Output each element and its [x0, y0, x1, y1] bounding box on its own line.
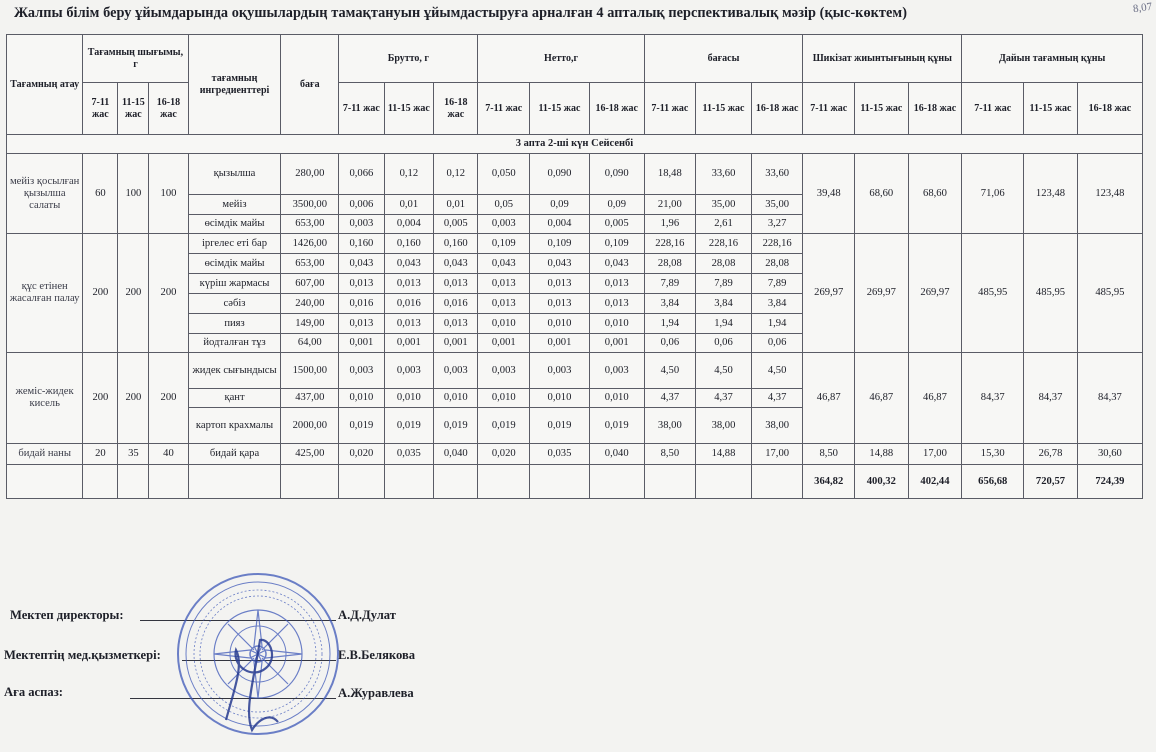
cost-cell: 228,16: [751, 234, 803, 254]
header-ready-price: Дайын тағамның құны: [962, 35, 1143, 83]
netto-cell: 0,019: [478, 408, 530, 444]
cost-cell: 33,60: [751, 154, 803, 195]
empty-cell: [434, 465, 478, 499]
header-ingredients: тағамның ингредиенттері: [188, 35, 281, 135]
ingredient-name: йодталған тұз: [188, 334, 281, 353]
brutto-cell: 0,066: [339, 154, 384, 195]
netto-cell: 0,109: [530, 234, 590, 254]
age-header: 16-18 жас: [434, 83, 478, 135]
brutto-cell: 0,160: [434, 234, 478, 254]
brutto-cell: 0,040: [434, 444, 478, 465]
price-cell: 653,00: [281, 215, 339, 234]
ready-price-cell: 84,37: [1077, 353, 1142, 444]
cost-cell: 1,96: [644, 215, 696, 234]
age-header: 16-18 жас: [751, 83, 803, 135]
ingredient-name: өсімдік майы: [188, 254, 281, 274]
ready-price-cell: 485,95: [1077, 234, 1142, 353]
cost-cell: 3,84: [751, 294, 803, 314]
raw-total-cell: 8,50: [803, 444, 855, 465]
netto-cell: 0,001: [478, 334, 530, 353]
ready-price-cell: 84,37: [1024, 353, 1078, 444]
portion-cell: 200: [83, 234, 118, 353]
header-cost: бағасы: [644, 35, 803, 83]
brutto-cell: 0,013: [384, 274, 434, 294]
official-stamp: [174, 570, 342, 738]
empty-cell: [339, 465, 384, 499]
netto-cell: 0,05: [478, 195, 530, 215]
cost-cell: 33,60: [696, 154, 752, 195]
table-row: [7, 234, 1143, 254]
ingredient-name: жидек сығындысы: [188, 353, 281, 389]
ingredient-name: күріш жармасы: [188, 274, 281, 294]
age-header: 16-18 жас: [149, 83, 188, 135]
netto-cell: 0,010: [530, 389, 590, 408]
cost-cell: 228,16: [696, 234, 752, 254]
age-header: 16-18 жас: [1077, 83, 1142, 135]
cost-cell: 3,84: [696, 294, 752, 314]
empty-cell: [118, 465, 149, 499]
page-title: Жалпы білім беру ұйымдарында оқушылардың тамақтануын ұйымдастыруға арналған 4 апталық перспективалық мәзір (қыс-көктем): [14, 5, 908, 21]
netto-cell: 0,090: [530, 154, 590, 195]
netto-cell: 0,043: [589, 254, 644, 274]
netto-cell: 0,020: [478, 444, 530, 465]
cost-cell: 35,00: [696, 195, 752, 215]
ready-price-sum: 720,57: [1024, 465, 1078, 499]
brutto-cell: 0,016: [384, 294, 434, 314]
age-header: 11-15 жас: [855, 83, 909, 135]
netto-cell: 0,043: [530, 254, 590, 274]
portion-cell: 100: [118, 154, 149, 234]
age-header: 11-15 жас: [696, 83, 752, 135]
empty-cell: [589, 465, 644, 499]
netto-cell: 0,013: [530, 274, 590, 294]
totals-row: [7, 465, 1143, 499]
portion-cell: 200: [118, 353, 149, 444]
ready-price-cell: 30,60: [1077, 444, 1142, 465]
brutto-cell: 0,160: [384, 234, 434, 254]
netto-cell: 0,013: [478, 294, 530, 314]
ingredient-name: картоп крахмалы: [188, 408, 281, 444]
brutto-cell: 0,004: [384, 215, 434, 234]
header-raw-total: Шикізат жиынтығының құны: [803, 35, 962, 83]
price-cell: 437,00: [281, 389, 339, 408]
brutto-cell: 0,016: [434, 294, 478, 314]
cost-cell: 28,08: [696, 254, 752, 274]
portion-cell: 200: [118, 234, 149, 353]
portion-cell: 100: [149, 154, 188, 234]
brutto-cell: 0,12: [434, 154, 478, 195]
raw-total-cell: 269,97: [855, 234, 909, 353]
header-brutto: Брутто, г: [339, 35, 478, 83]
corner-mark: 8,07: [1132, 0, 1153, 16]
signature-name: Е.В.Белякова: [338, 648, 416, 662]
portion-cell: 20: [83, 444, 118, 465]
netto-cell: 0,001: [589, 334, 644, 353]
price-cell: 425,00: [281, 444, 339, 465]
day-label: 3 апта 2-ші күн Сейсенбі: [7, 135, 1143, 154]
raw-total-cell: 14,88: [855, 444, 909, 465]
cost-cell: 4,50: [696, 353, 752, 389]
netto-cell: 0,013: [530, 294, 590, 314]
age-header: 7-11 жас: [962, 83, 1024, 135]
dish-name: бидай наны: [7, 444, 83, 465]
raw-total-cell: 46,87: [803, 353, 855, 444]
portion-cell: 200: [149, 353, 188, 444]
cost-cell: 7,89: [696, 274, 752, 294]
portion-cell: 200: [149, 234, 188, 353]
brutto-cell: 0,003: [339, 215, 384, 234]
ingredient-name: мейіз: [188, 195, 281, 215]
brutto-cell: 0,020: [339, 444, 384, 465]
brutto-cell: 0,12: [384, 154, 434, 195]
age-header: 16-18 жас: [908, 83, 962, 135]
brutto-cell: 0,006: [339, 195, 384, 215]
brutto-cell: 0,003: [339, 353, 384, 389]
ready-price-sum: 656,68: [962, 465, 1024, 499]
raw-total-sum: 400,32: [855, 465, 909, 499]
brutto-cell: 0,043: [434, 254, 478, 274]
price-cell: 1426,00: [281, 234, 339, 254]
raw-total-cell: 269,97: [908, 234, 962, 353]
age-header: 7-11 жас: [478, 83, 530, 135]
brutto-cell: 0,019: [384, 408, 434, 444]
netto-cell: 0,043: [478, 254, 530, 274]
raw-total-cell: 46,87: [908, 353, 962, 444]
price-cell: 2000,00: [281, 408, 339, 444]
netto-cell: 0,09: [589, 195, 644, 215]
header-netto: Нетто,г: [478, 35, 644, 83]
dish-name: жеміс-жидек кисель: [7, 353, 83, 444]
header-portion: Тағамның шығымы, г: [83, 35, 188, 83]
cost-cell: 1,94: [751, 314, 803, 334]
table-row: [7, 154, 1143, 195]
ingredient-name: іргелес еті бар: [188, 234, 281, 254]
age-header: 7-11 жас: [803, 83, 855, 135]
brutto-cell: 0,035: [384, 444, 434, 465]
netto-cell: 0,040: [589, 444, 644, 465]
cost-cell: 38,00: [696, 408, 752, 444]
price-cell: 607,00: [281, 274, 339, 294]
cost-cell: 38,00: [644, 408, 696, 444]
age-header: 7-11 жас: [339, 83, 384, 135]
netto-cell: 0,003: [478, 353, 530, 389]
netto-cell: 0,003: [478, 215, 530, 234]
signature-role: Аға аспаз:: [4, 685, 63, 699]
age-header: 7-11 жас: [83, 83, 118, 135]
portion-cell: 40: [149, 444, 188, 465]
empty-cell: [751, 465, 803, 499]
cost-cell: 14,88: [696, 444, 752, 465]
portion-cell: 35: [118, 444, 149, 465]
age-header: 11-15 жас: [530, 83, 590, 135]
cost-cell: 228,16: [644, 234, 696, 254]
portion-cell: 200: [83, 353, 118, 444]
empty-cell: [83, 465, 118, 499]
cost-cell: 28,08: [751, 254, 803, 274]
ready-price-cell: 123,48: [1024, 154, 1078, 234]
raw-total-sum: 402,44: [908, 465, 962, 499]
table-row: [7, 353, 1143, 389]
empty-cell: [384, 465, 434, 499]
age-header: 11-15 жас: [384, 83, 434, 135]
ingredient-name: сәбіз: [188, 294, 281, 314]
netto-cell: 0,003: [589, 353, 644, 389]
cost-cell: 4,50: [751, 353, 803, 389]
price-cell: 240,00: [281, 294, 339, 314]
signature-name: А.Журавлева: [338, 686, 414, 700]
netto-cell: 0,004: [530, 215, 590, 234]
netto-cell: 0,010: [589, 314, 644, 334]
cost-cell: 35,00: [751, 195, 803, 215]
brutto-cell: 0,043: [339, 254, 384, 274]
raw-total-cell: 17,00: [908, 444, 962, 465]
raw-total-cell: 39,48: [803, 154, 855, 234]
age-header: 7-11 жас: [644, 83, 696, 135]
cost-cell: 1,94: [696, 314, 752, 334]
table-row: [7, 444, 1143, 465]
netto-cell: 0,019: [589, 408, 644, 444]
cost-cell: 21,00: [644, 195, 696, 215]
empty-cell: [696, 465, 752, 499]
cost-cell: 4,37: [696, 389, 752, 408]
netto-cell: 0,010: [478, 314, 530, 334]
ingredient-name: қант: [188, 389, 281, 408]
age-header: 16-18 жас: [589, 83, 644, 135]
brutto-cell: 0,001: [384, 334, 434, 353]
raw-total-cell: 46,87: [855, 353, 909, 444]
brutto-cell: 0,003: [384, 353, 434, 389]
ingredient-name: қызылша: [188, 154, 281, 195]
cost-cell: 18,48: [644, 154, 696, 195]
cost-cell: 4,37: [644, 389, 696, 408]
netto-cell: 0,003: [530, 353, 590, 389]
price-cell: 64,00: [281, 334, 339, 353]
ready-price-cell: 71,06: [962, 154, 1024, 234]
empty-cell: [188, 465, 281, 499]
signature-role: Мектеп директоры:: [10, 608, 124, 622]
dish-name: құс етінен жасалған палау: [7, 234, 83, 353]
netto-cell: 0,109: [478, 234, 530, 254]
brutto-cell: 0,01: [434, 195, 478, 215]
netto-cell: 0,090: [589, 154, 644, 195]
raw-total-cell: 68,60: [908, 154, 962, 234]
age-header: 11-15 жас: [1024, 83, 1078, 135]
age-header: 11-15 жас: [118, 83, 149, 135]
brutto-cell: 0,013: [339, 274, 384, 294]
signature-name: А.Д.Дулат: [338, 608, 396, 622]
ingredient-name: пияз: [188, 314, 281, 334]
cost-cell: 28,08: [644, 254, 696, 274]
brutto-cell: 0,010: [434, 389, 478, 408]
cost-cell: 0,06: [751, 334, 803, 353]
brutto-cell: 0,013: [434, 314, 478, 334]
ready-price-cell: 485,95: [962, 234, 1024, 353]
brutto-cell: 0,001: [434, 334, 478, 353]
cost-cell: 7,89: [751, 274, 803, 294]
raw-total-sum: 364,82: [803, 465, 855, 499]
brutto-cell: 0,01: [384, 195, 434, 215]
brutto-cell: 0,010: [384, 389, 434, 408]
ready-price-cell: 84,37: [962, 353, 1024, 444]
ready-price-cell: 485,95: [1024, 234, 1078, 353]
netto-cell: 0,013: [478, 274, 530, 294]
empty-cell: [281, 465, 339, 499]
portion-cell: 60: [83, 154, 118, 234]
empty-cell: [530, 465, 590, 499]
ready-price-cell: 15,30: [962, 444, 1024, 465]
brutto-cell: 0,160: [339, 234, 384, 254]
cost-cell: 3,27: [751, 215, 803, 234]
cost-cell: 0,06: [644, 334, 696, 353]
brutto-cell: 0,001: [339, 334, 384, 353]
netto-cell: 0,010: [478, 389, 530, 408]
price-cell: 3500,00: [281, 195, 339, 215]
raw-total-cell: 68,60: [855, 154, 909, 234]
netto-cell: 0,019: [530, 408, 590, 444]
netto-cell: 0,010: [530, 314, 590, 334]
price-cell: 1500,00: [281, 353, 339, 389]
ingredient-name: өсімдік майы: [188, 215, 281, 234]
cost-cell: 3,84: [644, 294, 696, 314]
netto-cell: 0,109: [589, 234, 644, 254]
netto-cell: 0,050: [478, 154, 530, 195]
brutto-cell: 0,013: [434, 274, 478, 294]
raw-total-cell: 269,97: [803, 234, 855, 353]
netto-cell: 0,001: [530, 334, 590, 353]
cost-cell: 4,50: [644, 353, 696, 389]
empty-cell: [7, 465, 83, 499]
brutto-cell: 0,016: [339, 294, 384, 314]
signature-role: Мектептің мед.қызметкері:: [4, 648, 161, 662]
menu-table: [6, 34, 1143, 499]
brutto-cell: 0,010: [339, 389, 384, 408]
ready-price-cell: 123,48: [1077, 154, 1142, 234]
brutto-cell: 0,013: [339, 314, 384, 334]
cost-cell: 2,61: [696, 215, 752, 234]
brutto-cell: 0,019: [434, 408, 478, 444]
ready-price-sum: 724,39: [1077, 465, 1142, 499]
brutto-cell: 0,013: [384, 314, 434, 334]
netto-cell: 0,013: [589, 274, 644, 294]
cost-cell: 17,00: [751, 444, 803, 465]
brutto-cell: 0,003: [434, 353, 478, 389]
empty-cell: [478, 465, 530, 499]
netto-cell: 0,010: [589, 389, 644, 408]
cost-cell: 8,50: [644, 444, 696, 465]
header-price: баға: [281, 35, 339, 135]
header-dish-name: Тағамның атау: [7, 35, 83, 135]
empty-cell: [644, 465, 696, 499]
brutto-cell: 0,005: [434, 215, 478, 234]
netto-cell: 0,013: [589, 294, 644, 314]
cost-cell: 0,06: [696, 334, 752, 353]
cost-cell: 38,00: [751, 408, 803, 444]
price-cell: 653,00: [281, 254, 339, 274]
netto-cell: 0,035: [530, 444, 590, 465]
cost-cell: 1,94: [644, 314, 696, 334]
netto-cell: 0,005: [589, 215, 644, 234]
ingredient-name: бидай қара: [188, 444, 281, 465]
empty-cell: [149, 465, 188, 499]
cost-cell: 7,89: [644, 274, 696, 294]
brutto-cell: 0,043: [384, 254, 434, 274]
dish-name: мейіз қосылған қызылша салаты: [7, 154, 83, 234]
cost-cell: 4,37: [751, 389, 803, 408]
netto-cell: 0,09: [530, 195, 590, 215]
price-cell: 149,00: [281, 314, 339, 334]
ready-price-cell: 26,78: [1024, 444, 1078, 465]
price-cell: 280,00: [281, 154, 339, 195]
brutto-cell: 0,019: [339, 408, 384, 444]
